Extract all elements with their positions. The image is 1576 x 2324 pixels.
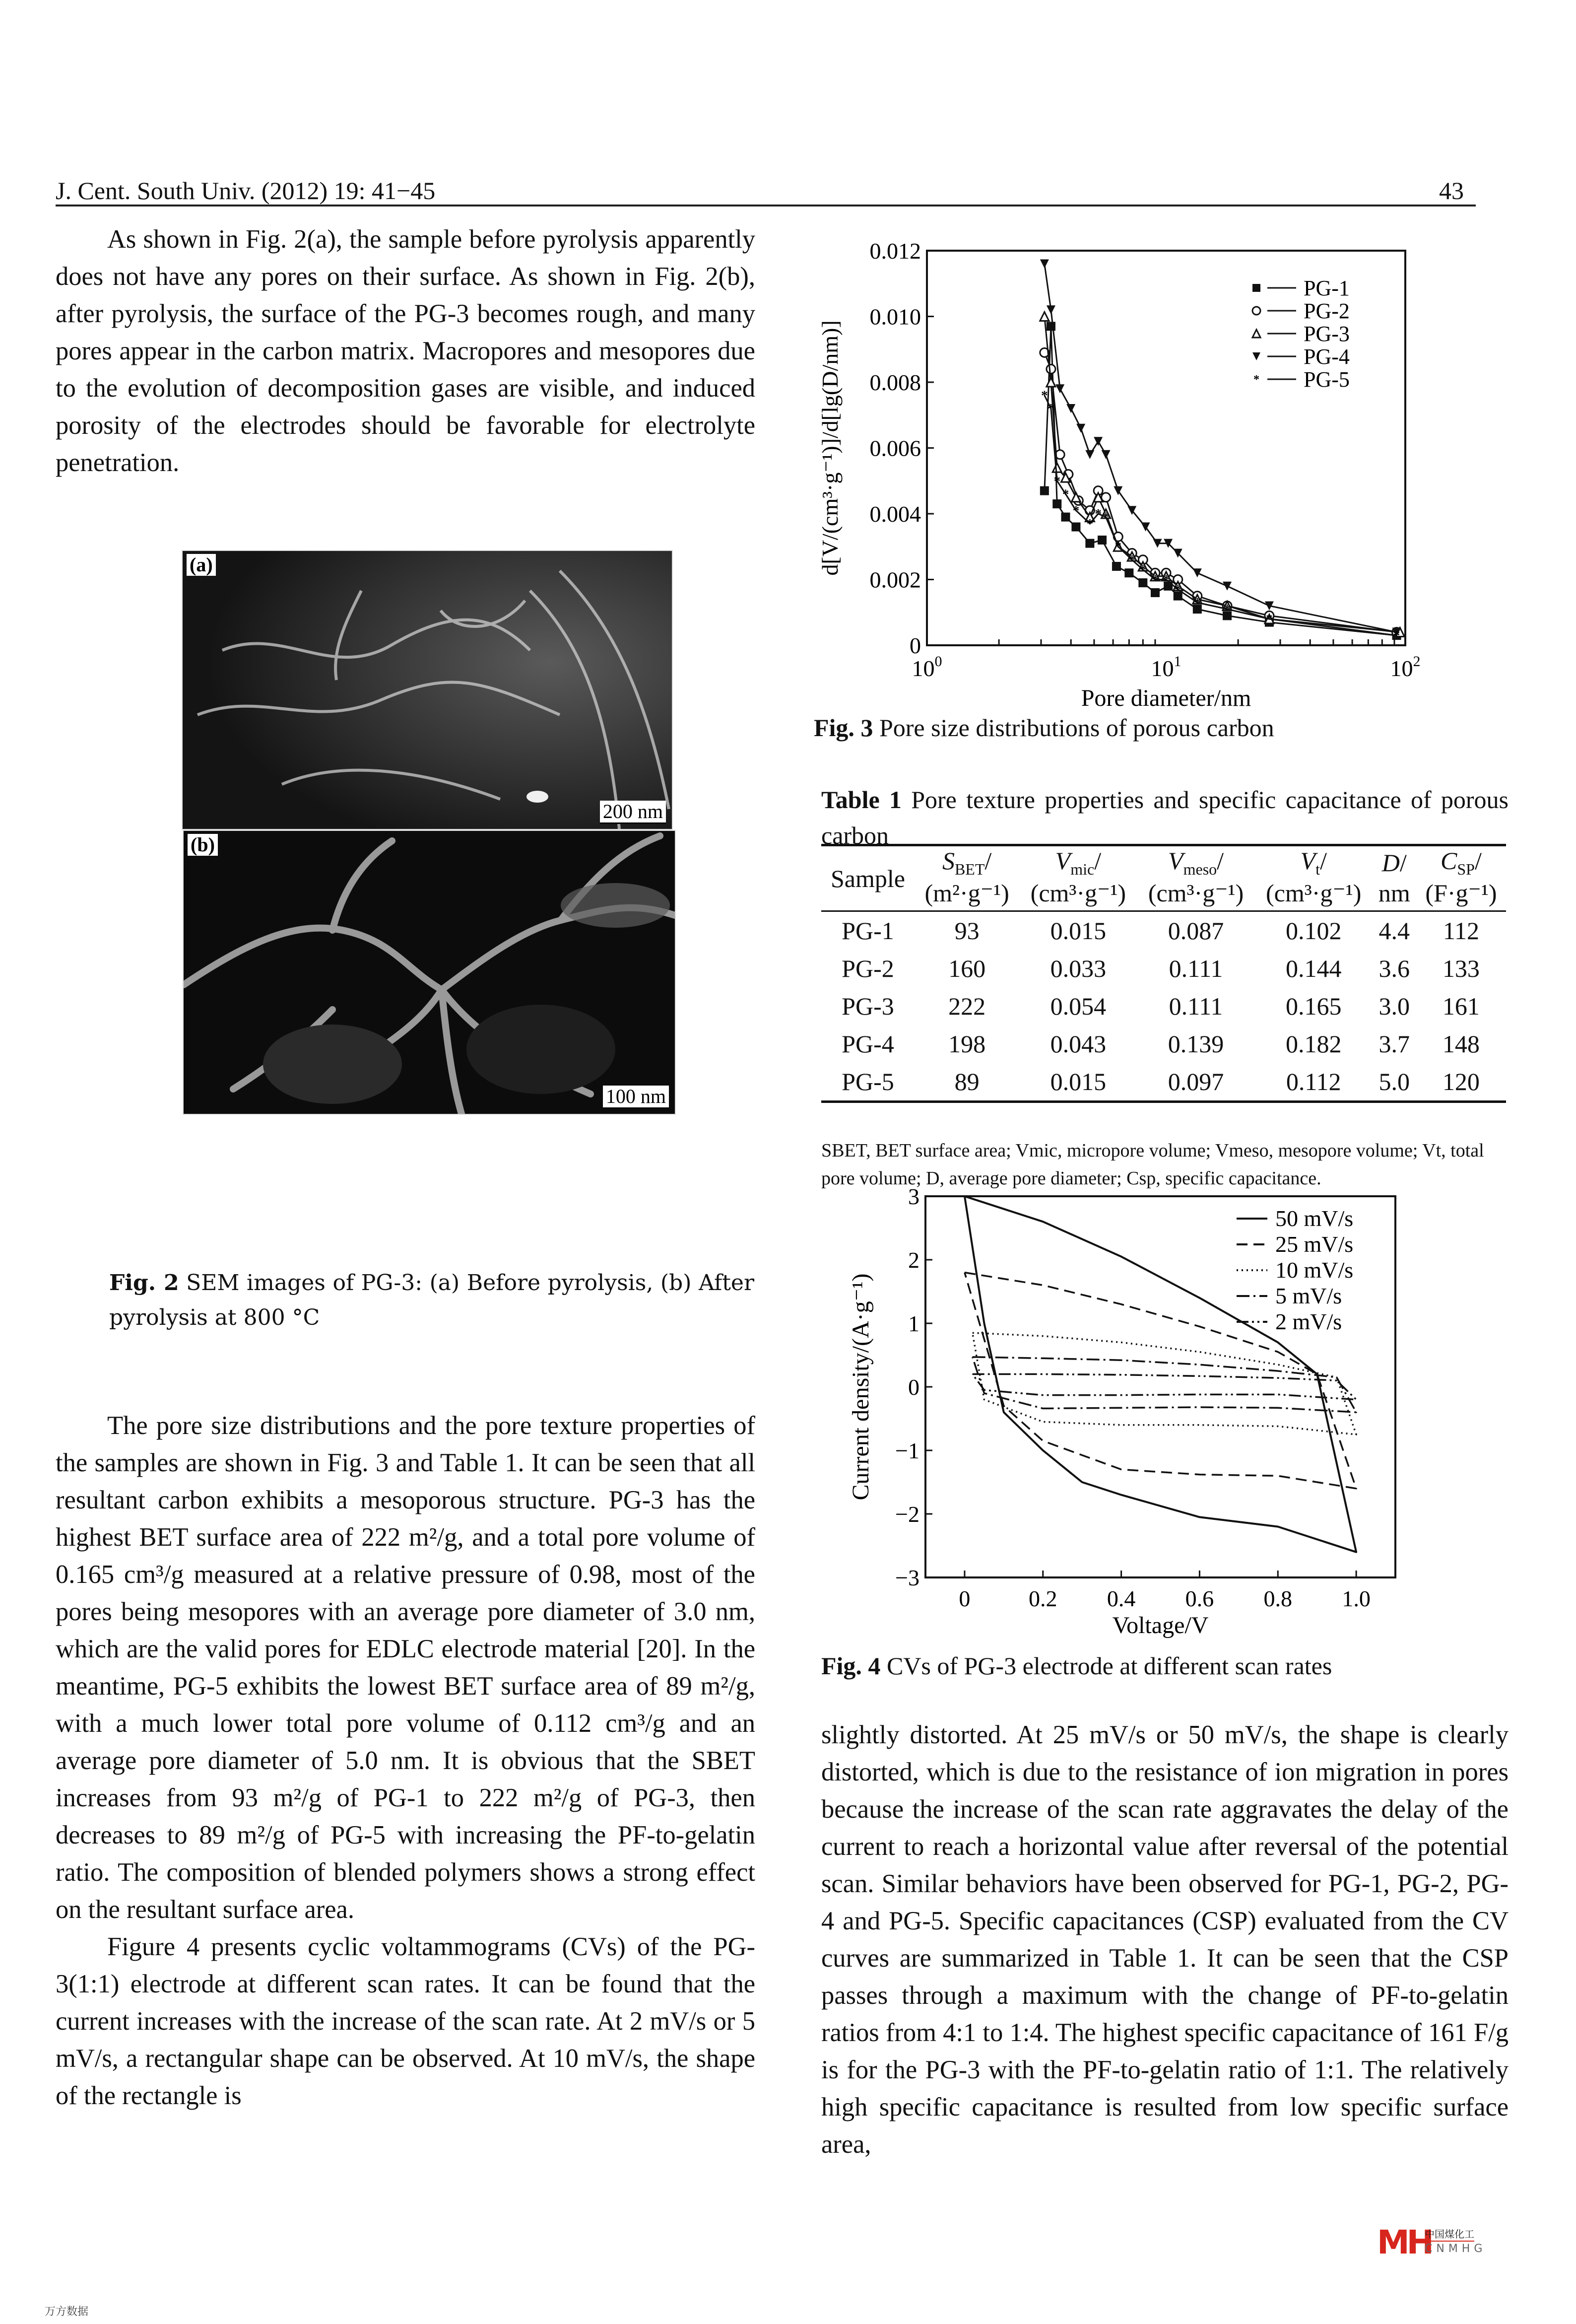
col-header-sample: Sample — [821, 845, 915, 911]
logo-cn-text: 中国煤化工 — [1425, 2228, 1474, 2242]
x-tick-label: 0.8 — [1263, 1586, 1292, 1611]
table-header-row — [821, 845, 1506, 879]
unit-vmic: (cm³·g⁻¹) — [1019, 879, 1137, 911]
cell: 0.102 — [1285, 917, 1342, 945]
cell: 112 — [1443, 917, 1479, 945]
cell: 89 — [915, 1063, 1019, 1102]
y-axis-label: d[V/(cm³·g⁻¹)]/d[lg(D/nm)] — [817, 320, 843, 576]
svg-text:*: * — [1062, 486, 1069, 502]
table-row — [821, 1025, 1506, 1063]
x-tick-label: 0 — [959, 1586, 971, 1611]
svg-text:*: * — [1163, 572, 1170, 587]
col-header-vmeso: $V_{meso}/$ — [1137, 845, 1254, 879]
paragraph-text: The pore size distributions and the pore texture properties of the samples are shown in Fig. 3 and Table 1. It can be seen that all resultant carbon exhibits a mesoporous structure. PG-3 has the highest BET surface area of 222 m²/g, and a total pore volume of 0.165 cm³/g measured at a relative pressure of 0.98, most of the pores being mesopores with an average pore diameter of 3.0 nm, which are the valid pores for EDLC electrode material [20]. In the meantime, PG-5 exhibits the lowest BET surface area of 89 m²/g, with a much lower total pore volume of 0.112 cm³/g and an average pore diameter of 5.0 nm. It is obvious that the SBET increases from 93 m²/g of PG-1 to 222 m²/g of PG-3, then decreases to 89 m²/g of PG-5 with increasing the PF-to-gelatin ratio. The composition of blended polymers shows a strong effect on the resultant surface area. — [56, 1411, 755, 1924]
cell: 0.111 — [1169, 992, 1223, 1020]
left-paragraphs-lower — [56, 1407, 755, 2115]
y-tick-label: 0.008 — [869, 370, 921, 395]
svg-text:PG-4: PG-4 — [1304, 344, 1350, 369]
y-tick-label: 0 — [908, 1374, 919, 1400]
legend-item — [1237, 1283, 1342, 1308]
x-tick-label: 1.0 — [1342, 1586, 1371, 1611]
table-row — [821, 911, 1506, 950]
fig3-caption-text: Pore size distributions of porous carbon — [873, 714, 1274, 742]
running-head: J. Cent. South Univ. (2012) 19: 41−45 — [56, 177, 436, 205]
x-axis-label: Voltage/V — [1112, 1612, 1209, 1638]
svg-text:*: * — [1139, 562, 1147, 577]
x-tick-label: $10^2$ — [1390, 653, 1421, 681]
cell: 0.097 — [1137, 1063, 1254, 1102]
y-tick-label: 0.010 — [869, 304, 921, 330]
cell: 0.015 — [1019, 1063, 1137, 1102]
svg-text:PG-2: PG-2 — [1304, 299, 1350, 323]
cell: 160 — [948, 955, 986, 982]
y-tick-label: −3 — [895, 1565, 919, 1590]
x-tick-label: 0.6 — [1185, 1586, 1214, 1611]
sem-texture-b — [184, 831, 675, 1114]
legend-item — [1252, 299, 1350, 323]
fig2-caption-text: SEM images of PG-3: (a) Before pyrolysis, (b) After pyrolysis at 800 °C — [109, 1270, 754, 1330]
paragraph-text: slightly distorted. At 25 mV/s or 50 mV/s, the shape is clearly distorted, which is due to the resistance of ion migration in pores because the increase of the scan rate aggravates the delay of the current to reach a horizontal value after reversal of the potential scan. Similar behaviors have been observed for PG-1, PG-2, PG-4 and PG-5. Specific capacitances (CSP) evaluated from the CV curves are summarized in Table 1. It can be seen that the CSP passes through a maximum with the change of PF-to-gelatin ratios from 4:1 to 1:4. The highest specific capacitance of 161 F/g is for the PG-3 with the PF-to-gelatin ratio of 1:1. The relatively high specific capacitance is resulted from low specific surface area, — [821, 1720, 1509, 2159]
col-header-csp: $C_{SP}/$ — [1416, 845, 1506, 879]
table1-caption — [821, 782, 1509, 853]
cell: 0.043 — [1050, 1030, 1107, 1058]
y-tick-label: 3 — [908, 1184, 919, 1209]
fig2-caption — [109, 1266, 754, 1335]
cell: 4.4 — [1379, 917, 1410, 945]
cell: 93 — [954, 917, 980, 945]
legend-item — [1252, 322, 1350, 346]
scale-bar-b: 100 nm — [603, 1086, 669, 1109]
cell: 0.165 — [1285, 992, 1342, 1020]
cell: 133 — [1442, 955, 1480, 982]
svg-text:*: * — [1128, 552, 1135, 567]
cell: PG-5 — [821, 1063, 915, 1102]
table-row — [821, 1063, 1506, 1102]
col-header-vt: $V_t/$ — [1255, 845, 1373, 879]
svg-text:5 mV/s: 5 mV/s — [1275, 1283, 1342, 1308]
col-header-sbet: $S_{BET}/$ — [915, 845, 1019, 879]
header-rule — [56, 205, 1476, 206]
x-tick-label: $10^1$ — [1151, 653, 1182, 681]
svg-text:*: * — [1072, 503, 1080, 518]
legend-item — [1252, 344, 1350, 369]
x-tick-label: 0.2 — [1029, 1586, 1057, 1611]
svg-text:*: * — [1152, 572, 1159, 587]
table1-footnote: SBET, BET surface area; Vmic, micropore volume; Vmeso, mesopore volume; Vt, total pore volume; D, average pore diameter; Csp, specific capacitance. — [821, 1140, 1484, 1189]
y-tick-label: 0.012 — [869, 238, 921, 264]
sem-image-b — [183, 830, 676, 1115]
legend-item — [1253, 367, 1350, 392]
unit-vt: (cm³·g⁻¹) — [1255, 879, 1373, 911]
legend-item — [1237, 1206, 1353, 1231]
legend-item — [1237, 1231, 1353, 1257]
series-pg-3 — [1040, 312, 1404, 637]
fig4-caption-label: Fig. 4 — [821, 1652, 881, 1680]
cell: 0.111 — [1169, 955, 1223, 982]
cell: 198 — [948, 1030, 986, 1058]
svg-text:*: * — [1194, 595, 1201, 610]
y-tick-label: −2 — [895, 1502, 919, 1527]
y-tick-label: 1 — [908, 1311, 919, 1336]
svg-text:*: * — [1115, 539, 1122, 554]
x-tick-label: 0.4 — [1107, 1586, 1136, 1611]
svg-text:*: * — [1174, 582, 1182, 597]
cell: 0.139 — [1168, 1030, 1224, 1058]
fig2-caption-label: Fig. 2 — [109, 1270, 179, 1296]
table1-caption-text: Pore texture properties and specific capacitance of porous carbon — [821, 786, 1509, 849]
cell: PG-1 — [842, 917, 894, 945]
svg-text:PG-3: PG-3 — [1304, 322, 1350, 346]
svg-text:50 mV/s: 50 mV/s — [1275, 1206, 1354, 1231]
unit-vmeso: (cm³·g⁻¹) — [1137, 879, 1254, 911]
sem-image-a — [182, 550, 673, 830]
cell: 161 — [1442, 992, 1480, 1020]
table-row — [821, 950, 1506, 987]
svg-text:*: * — [1224, 602, 1231, 617]
legend-item — [1237, 1309, 1342, 1334]
logo-mark-icon: MH — [1377, 2223, 1431, 2261]
cell: 0.015 — [1050, 917, 1107, 945]
svg-text:PG-1: PG-1 — [1304, 276, 1350, 300]
col-header-vmic: $V_{mic}/$ — [1019, 845, 1137, 879]
fig4-caption-text: CVs of PG-3 electrode at different scan rates — [880, 1652, 1332, 1680]
paragraph-text: Figure 4 presents cyclic voltammograms (CVs) of the PG-3(1:1) electrode at different scan rates. It can be found that the current increases with the increase of the scan rate. At 2 mV/s or 5 mV/s, a rectangular shape can be observed. At 10 mV/s, the shape of the rectangle is — [56, 1932, 755, 2110]
paragraph-text: As shown in Fig. 2(a), the sample before pyrolysis apparently does not have any pores on their surface. As shown in Fig. 2(b), after pyrolysis, the surface of the PG-3 becomes rough, and many pores appear in the carbon matrix. Macropores and mesopores due to the evolution of decomposition gases are visible, and induced porosity of the electrodes should be favorable for electrolyte penetration. — [56, 225, 755, 477]
series-5mvs — [973, 1357, 1356, 1412]
right-paragraph — [821, 1716, 1509, 2163]
cell: 148 — [1442, 1030, 1480, 1058]
y-tick-label: 2 — [908, 1247, 919, 1273]
svg-text:10 mV/s: 10 mV/s — [1275, 1257, 1354, 1283]
unit-d: nm — [1373, 879, 1416, 911]
cell: 222 — [948, 992, 986, 1020]
svg-text:*: * — [1095, 506, 1102, 521]
cell: 0.033 — [1050, 955, 1107, 982]
cv-plot — [814, 1181, 1479, 1638]
sem-texture-a — [183, 551, 672, 829]
cell: 0.087 — [1168, 917, 1224, 945]
cell: PG-3 — [842, 992, 894, 1020]
cell: 3.0 — [1379, 992, 1410, 1020]
y-tick-label: 0.006 — [869, 435, 921, 461]
svg-text:*: * — [1086, 516, 1094, 531]
legend-item — [1252, 276, 1350, 300]
left-paragraph-1 — [56, 221, 755, 481]
cell: 0.144 — [1285, 955, 1342, 982]
cell: 3.7 — [1379, 1030, 1410, 1058]
fig4-caption — [821, 1648, 1332, 1684]
table1-caption-label: Table 1 — [821, 786, 902, 814]
svg-text:25 mV/s: 25 mV/s — [1275, 1231, 1354, 1257]
svg-text:2 mV/s: 2 mV/s — [1275, 1309, 1342, 1334]
y-tick-label: 0.004 — [869, 501, 921, 527]
y-tick-label: −1 — [895, 1438, 919, 1463]
cell: PG-4 — [842, 1030, 894, 1058]
y-tick-label: 0.002 — [869, 567, 921, 593]
fig3-caption-label: Fig. 3 — [814, 714, 873, 742]
unit-sbet: (m²·g⁻¹) — [915, 879, 1019, 911]
x-axis-label: Pore diameter/nm — [1081, 685, 1251, 711]
x-tick-label: $10^0$ — [912, 653, 942, 681]
panel-label-b: (b) — [188, 834, 218, 856]
cell: 5.0 — [1373, 1063, 1416, 1102]
y-tick-label: 0 — [910, 633, 921, 658]
y-axis-label: Current density/(A·g⁻¹) — [848, 1273, 874, 1501]
cell: 0.054 — [1050, 992, 1107, 1020]
svg-text:*: * — [1053, 473, 1060, 488]
table-unit-row — [821, 879, 1506, 911]
svg-text:*: * — [1048, 401, 1054, 416]
logo-en-text: CNMHG — [1425, 2243, 1487, 2255]
svg-text:*: * — [1253, 373, 1259, 386]
svg-text:*: * — [1393, 628, 1400, 643]
fig3-chart — [814, 233, 1518, 730]
pore-size-plot — [814, 233, 1518, 730]
page-number: 43 — [1439, 177, 1464, 205]
cell: 0.182 — [1285, 1030, 1342, 1058]
pore-properties-table — [821, 844, 1506, 1103]
scale-bar-a: 200 nm — [600, 801, 666, 824]
panel-label-a: (a) — [187, 554, 216, 576]
svg-text:*: * — [1266, 612, 1273, 626]
svg-text:*: * — [1102, 509, 1110, 525]
col-header-d: D/ — [1373, 845, 1416, 879]
series-10mvs — [973, 1333, 1356, 1435]
fig3-caption — [814, 710, 1274, 746]
series-2mvs — [973, 1374, 1356, 1399]
wanfang-watermark: 万方数据 — [45, 2306, 89, 2318]
cell: 120 — [1416, 1063, 1506, 1102]
svg-text:PG-5: PG-5 — [1304, 367, 1350, 392]
legend-item — [1237, 1257, 1353, 1283]
table-row — [821, 987, 1506, 1025]
svg-text:*: * — [1041, 388, 1048, 403]
cell: 0.112 — [1255, 1063, 1373, 1102]
unit-csp: (F·g⁻¹) — [1416, 879, 1506, 911]
cell: 3.6 — [1379, 955, 1410, 982]
cnmhg-logo — [1377, 2223, 1536, 2261]
cell: PG-2 — [842, 955, 894, 982]
fig4-chart — [814, 1181, 1479, 1638]
